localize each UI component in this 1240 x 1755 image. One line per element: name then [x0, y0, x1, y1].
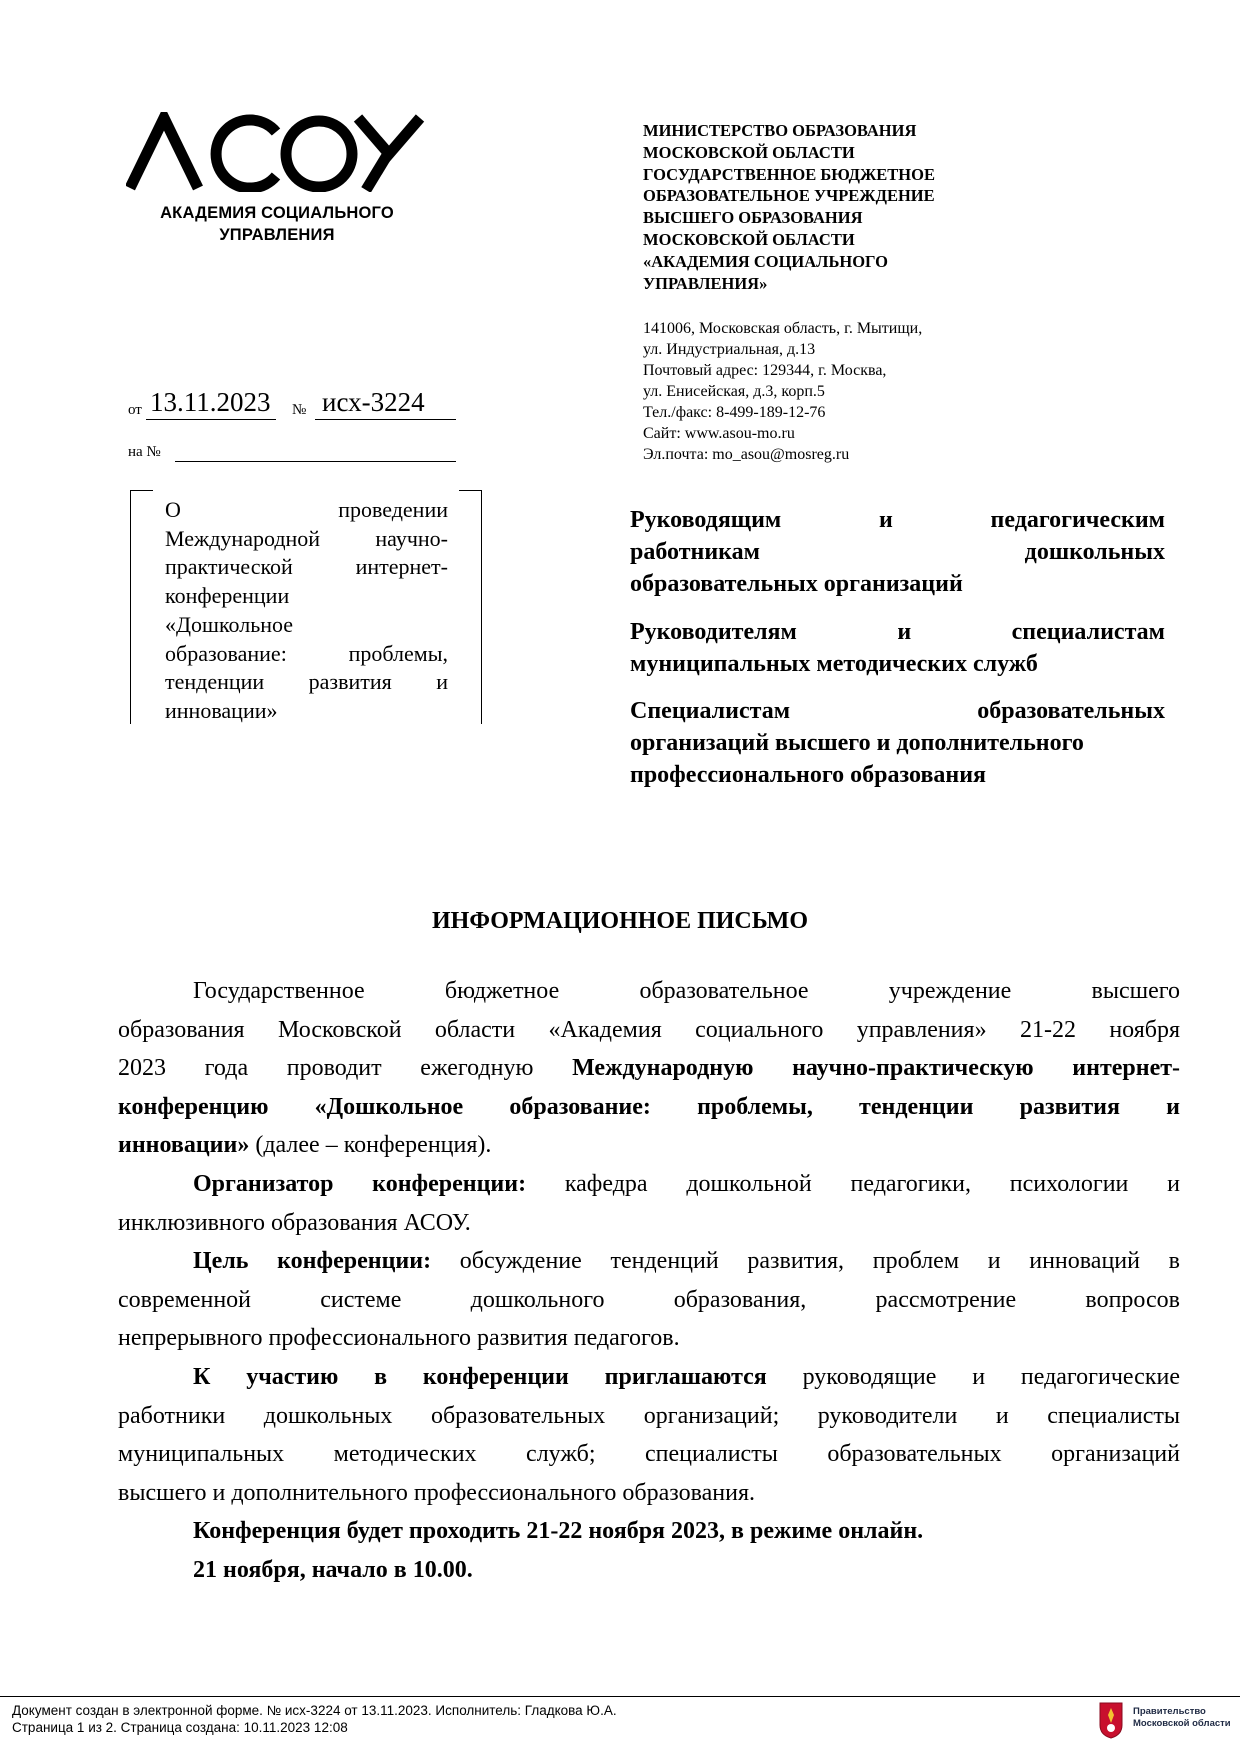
- registration-date: 13.11.2023: [150, 387, 271, 417]
- body-line: непрерывного профессионального развития педагогов.: [118, 1325, 680, 1352]
- body-line: инклюзивного образования АСОУ.: [118, 1209, 471, 1236]
- addressee-line: организаций высшего и дополнительного: [630, 730, 1084, 756]
- website-link[interactable]: Сайт: www.asou-mo.ru: [643, 425, 795, 442]
- body-line: инновации» (далее – конференция).: [118, 1132, 492, 1159]
- subject-box: [130, 490, 482, 724]
- address-line: Почтовый адрес: 129344, г. Москва,: [643, 362, 887, 379]
- subject-line: инновации»: [165, 697, 278, 723]
- gov-label: [1133, 1706, 1240, 1730]
- addressee-line: образовательных организаций: [630, 571, 963, 597]
- logo-subtitle: [132, 202, 422, 246]
- bracket-right: [459, 490, 482, 724]
- address-line: ул. Индустриальная, д.13: [643, 341, 816, 358]
- from-label: от: [128, 402, 142, 418]
- ministry-line: МОСКОВСКОЙ ОБЛАСТИ: [643, 142, 855, 162]
- body-line: работники дошкольных образовательных организаций; руководители и специалисты: [118, 1402, 1180, 1429]
- asou-logo: [126, 112, 431, 192]
- address-block: [643, 318, 1003, 465]
- subject-line: О проведении: [165, 497, 448, 522]
- body-line: образования Московской области «Академия социального управления» 21-22 ноября: [118, 1016, 1180, 1043]
- ministry-header: [643, 120, 1003, 294]
- addressee-line: профессионального образования: [630, 762, 987, 788]
- bracket-left: [130, 490, 153, 724]
- addressee-block: [630, 504, 1165, 600]
- body-line: Цель конференции: обсуждение тенденций развития, проблем и инноваций в: [193, 1248, 1180, 1275]
- letter-title: ИНФОРМАЦИОННОЕ ПИСЬМО: [431, 908, 808, 934]
- body-line: высшего и дополнительного профессионального образования.: [118, 1479, 755, 1506]
- body-line: 2023 года проводит ежегодную Международную научно-практическую интернет-: [118, 1055, 1180, 1082]
- footer-line: Документ создан в электронной форме. № исх-3224 от 13.11.2023. Исполнитель: Гладкова Ю.А.: [12, 1703, 617, 1718]
- addressee-line: работникам дошкольных: [630, 539, 1165, 565]
- addressee-line: Руководящим и педагогическим: [630, 507, 1165, 533]
- gov-label-line: Правительство: [1133, 1706, 1206, 1717]
- address-line: 141006, Московская область, г. Мытищи,: [643, 320, 923, 337]
- ministry-line: МОСКОВСКОЙ ОБЛАСТИ: [643, 229, 855, 249]
- reference-row: [128, 443, 458, 465]
- addressee-block: [630, 695, 1165, 791]
- ministry-line: ОБРАЗОВАТЕЛЬНОЕ УЧРЕЖДЕНИЕ: [643, 186, 935, 206]
- address-line: Тел./факс: 8-499-189-12-76: [643, 404, 826, 421]
- subject-line: образование: проблемы,: [165, 640, 448, 666]
- footer-divider: [0, 1696, 1240, 1697]
- subject-line: тенденции развития и: [165, 669, 448, 695]
- ministry-line: ГОСУДАРСТВЕННОЕ БЮДЖЕТНОЕ: [643, 164, 935, 184]
- email-link[interactable]: Эл.почта: mo_asou@mosreg.ru: [643, 446, 850, 463]
- addressee-line: Специалистам образовательных: [630, 698, 1165, 724]
- body-line: муниципальных методических служб; специалисты образовательных организаций: [118, 1441, 1180, 1468]
- body-line: Организатор конференции: кафедра дошкольной педагогики, психологии и: [193, 1170, 1180, 1197]
- gov-label-line: Московской области: [1133, 1718, 1231, 1729]
- ministry-line: ВЫСШЕГО ОБРАЗОВАНИЯ: [643, 208, 863, 228]
- body-line: Государственное бюджетное образовательное учреждение высшего: [193, 978, 1180, 1004]
- body-line: Конференция будет проходить 21-22 ноября 2023, в режиме онлайн.: [193, 1518, 924, 1545]
- subject-line: «Дошкольное: [165, 611, 294, 637]
- body-line: 21 ноября, начало в 10.00.: [193, 1556, 473, 1583]
- number-label: №: [292, 402, 307, 418]
- body-line: современной системе дошкольного образования, рассмотрение вопросов: [118, 1286, 1180, 1313]
- moscow-oblast-emblem-icon: [1097, 1701, 1125, 1739]
- logo-subtitle-line: УПРАВЛЕНИЯ: [219, 226, 335, 244]
- letter-body: [118, 972, 1180, 1590]
- address-line: ул. Енисейская, д.3, корп.5: [643, 383, 825, 400]
- subject-line: Международной научно-: [165, 525, 448, 551]
- ministry-line: «АКАДЕМИЯ СОЦИАЛЬНОГО: [643, 251, 888, 271]
- subject-line: конференции: [165, 583, 290, 609]
- addressee-line: муниципальных методических служб: [630, 651, 1038, 677]
- addressee-line: Руководителям и специалистам: [630, 619, 1165, 645]
- addressee-block: [630, 616, 1165, 680]
- footer-line: Страница 1 из 2. Страница создана: 10.11.2023 12:08: [12, 1720, 348, 1735]
- ministry-line: МИНИСТЕРСТВО ОБРАЗОВАНИЯ: [643, 121, 917, 140]
- body-line: конференцию «Дошкольное образование: проблемы, тенденции развития и: [118, 1093, 1180, 1120]
- subject-line: практической интернет-: [165, 554, 448, 580]
- subject-text: [165, 496, 448, 726]
- ref-label: на №: [128, 444, 161, 460]
- footer-text: [12, 1702, 1012, 1736]
- registration-number: исх-3224: [322, 387, 425, 417]
- body-line: К участию в конференции приглашаются руководящие и педагогические: [193, 1363, 1180, 1390]
- registration-row: [128, 387, 458, 423]
- logo-subtitle-line: АКАДЕМИЯ СОЦИАЛЬНОГО: [160, 204, 394, 222]
- ministry-line: УПРАВЛЕНИЯ»: [643, 273, 768, 293]
